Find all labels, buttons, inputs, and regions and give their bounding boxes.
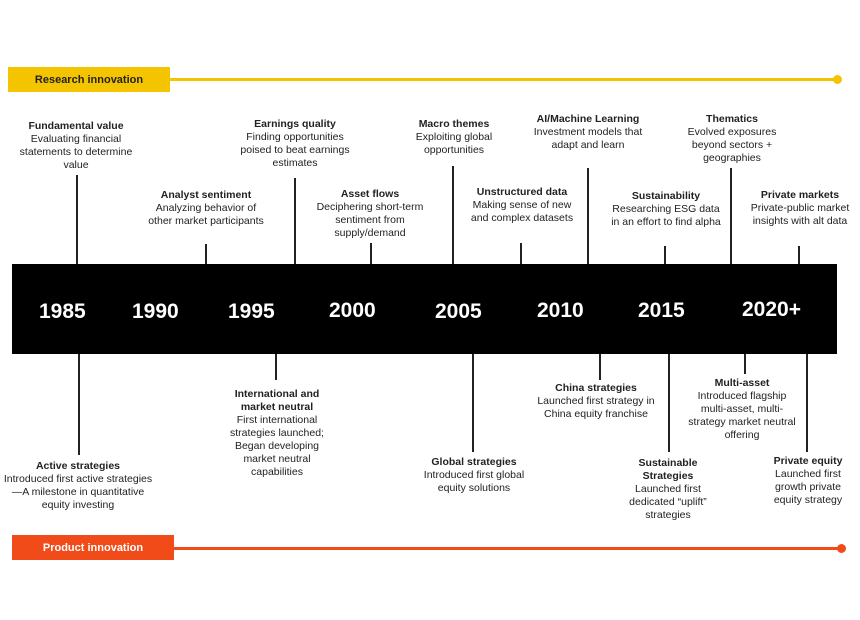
research-stem-macro-themes bbox=[452, 166, 454, 264]
product-stem-international bbox=[275, 354, 277, 380]
research-item-title: AI/Machine Learning bbox=[536, 113, 640, 125]
product-item-desc: First international strategies launched; Began developing market neutral capabilities bbox=[230, 414, 324, 478]
research-innovation-label: Research innovation bbox=[34, 73, 144, 86]
research-innovation-tag bbox=[8, 67, 170, 92]
product-item-desc: Launched first growth private equity strategy bbox=[773, 468, 843, 506]
research-item-title: Fundamental value bbox=[28, 120, 124, 132]
research-item-asset-flows bbox=[312, 188, 428, 240]
research-item-desc: Analyzing behavior of other market participants bbox=[148, 202, 264, 227]
product-item-multi-asset bbox=[686, 377, 798, 442]
research-stem-analyst-sentiment bbox=[205, 244, 207, 264]
research-item-title: Macro themes bbox=[418, 118, 490, 130]
research-stem-unstructured-data bbox=[520, 243, 522, 264]
research-stem-private-markets bbox=[798, 246, 800, 264]
year-1985: 1985 bbox=[39, 300, 86, 323]
year-2000: 2000 bbox=[329, 299, 376, 322]
product-innovation-label: Product innovation bbox=[42, 541, 144, 554]
research-item-sustainability bbox=[610, 190, 722, 229]
product-item-desc: Introduced first global equity solutions bbox=[423, 469, 525, 494]
year-2005: 2005 bbox=[435, 300, 482, 323]
product-stem-multi-asset bbox=[744, 354, 746, 374]
research-stem-sustainability bbox=[664, 246, 666, 264]
research-item-macro-themes bbox=[398, 118, 510, 157]
research-item-title: Asset flows bbox=[340, 188, 400, 200]
product-innovation-tag bbox=[12, 535, 174, 560]
research-stem-earnings-quality bbox=[294, 178, 296, 264]
product-stem-private-equity bbox=[806, 354, 808, 452]
product-item-title: Multi-asset bbox=[714, 377, 770, 389]
research-item-desc: Finding opportunities poised to beat earnings estimates bbox=[240, 131, 350, 169]
research-item-thematics bbox=[676, 113, 788, 165]
research-item-desc: Private-public market insights with alt data bbox=[750, 202, 850, 227]
research-innovation-line bbox=[170, 78, 837, 81]
research-innovation-end-dot bbox=[833, 75, 842, 84]
product-item-title: Active strategies bbox=[35, 460, 121, 472]
product-innovation-line bbox=[174, 547, 841, 550]
research-stem-thematics bbox=[730, 168, 732, 264]
product-item-desc: Launched first dedicated “uplift” strategies bbox=[629, 483, 707, 521]
year-1990: 1990 bbox=[132, 300, 179, 323]
research-item-ai-machine-learning bbox=[532, 113, 644, 152]
research-item-fundamental-value bbox=[14, 120, 138, 172]
year-1995: 1995 bbox=[228, 300, 275, 323]
product-item-active-strategies bbox=[2, 460, 154, 512]
research-stem-fundamental-value bbox=[76, 175, 78, 264]
year-2020-plus: 2020+ bbox=[742, 298, 801, 321]
research-item-desc: Evaluating financial statements to determine value bbox=[19, 133, 133, 171]
product-stem-active-strategies bbox=[78, 354, 80, 455]
research-stem-asset-flows bbox=[370, 243, 372, 264]
research-item-desc: Deciphering short-term sentiment from supply/demand bbox=[316, 201, 424, 239]
research-item-analyst-sentiment bbox=[144, 189, 268, 228]
research-item-private-markets bbox=[744, 189, 856, 228]
product-item-title: China strategies bbox=[555, 382, 637, 394]
research-item-desc: Investment models that adapt and learn bbox=[533, 126, 643, 151]
product-item-title: Global strategies bbox=[431, 456, 517, 468]
product-item-title: Sustainable Strategies bbox=[638, 457, 698, 482]
research-item-title: Unstructured data bbox=[476, 186, 568, 198]
product-item-international-market-neutral bbox=[220, 388, 334, 479]
year-2015: 2015 bbox=[638, 299, 685, 322]
research-item-title: Sustainability bbox=[631, 190, 701, 202]
product-item-sustainable-strategies bbox=[618, 457, 718, 522]
product-item-global-strategies bbox=[412, 456, 536, 495]
product-stem-sustainable-strategies bbox=[668, 354, 670, 452]
product-item-title: Private equity bbox=[773, 455, 843, 467]
research-item-desc: Making sense of new and complex datasets bbox=[470, 199, 574, 224]
product-item-desc: Launched first strategy in China equity franchise bbox=[537, 395, 655, 420]
product-item-china-strategies bbox=[530, 382, 662, 421]
research-item-title: Private markets bbox=[760, 189, 840, 201]
product-item-title: International and market neutral bbox=[234, 388, 320, 413]
research-item-unstructured-data bbox=[466, 186, 578, 225]
year-2010: 2010 bbox=[537, 299, 584, 322]
product-item-private-equity bbox=[760, 455, 856, 507]
research-item-earnings-quality bbox=[232, 118, 358, 170]
product-item-desc: Introduced first active strategies—A milestone in quantitative equity investing bbox=[3, 473, 153, 511]
research-item-desc: Evolved exposures beyond sectors + geographies bbox=[687, 126, 777, 164]
research-item-title: Earnings quality bbox=[254, 118, 336, 130]
research-item-desc: Exploiting global opportunities bbox=[415, 131, 493, 156]
product-stem-china-strategies bbox=[599, 354, 601, 380]
research-item-title: Thematics bbox=[706, 113, 758, 125]
research-item-title: Analyst sentiment bbox=[160, 189, 252, 201]
research-stem-ai-machine-learning bbox=[587, 168, 589, 264]
product-innovation-end-dot bbox=[837, 544, 846, 553]
product-item-desc: Introduced flagship multi-asset, multi-strategy market neutral offering bbox=[688, 390, 796, 441]
product-stem-global-strategies bbox=[472, 354, 474, 452]
research-item-desc: Researching ESG data in an effort to find alpha bbox=[611, 203, 721, 228]
